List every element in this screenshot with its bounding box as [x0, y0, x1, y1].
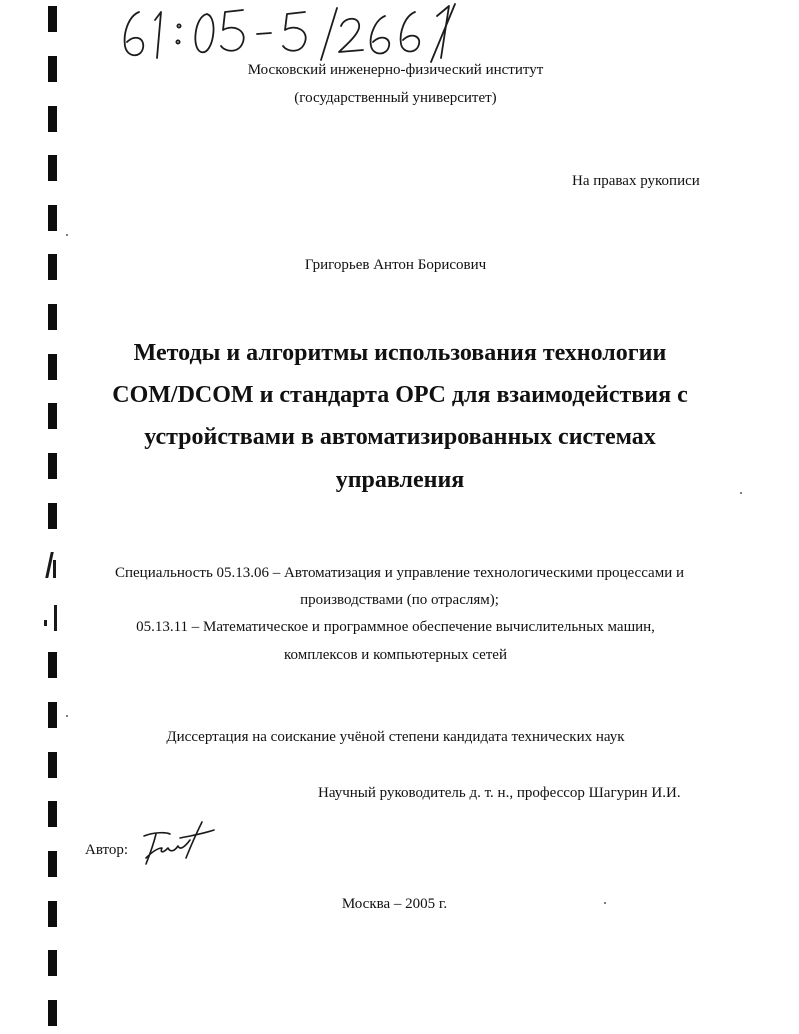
binding-mark	[48, 1000, 57, 1026]
binding-mark	[48, 155, 57, 181]
binding-mark	[48, 752, 57, 778]
scan-speck	[66, 715, 68, 717]
specialty-line: комплексов и компьютерных сетей	[283, 647, 507, 663]
binding-mark	[48, 950, 57, 976]
binding-mark	[48, 453, 57, 479]
supervisor: Научный руководитель д. т. н., профессор Шагурин И.И.	[318, 785, 681, 801]
scan-speck	[740, 492, 742, 494]
handwritten-archive-code	[115, 2, 475, 64]
dissertation-title-line: управления	[335, 467, 465, 493]
dissertation-title-line: COM/DCOM и стандарта OPC для взаимодействия с	[112, 382, 688, 408]
specialty-line: 05.13.11 – Математическое и программное обеспечение вычислительных машин,	[136, 619, 655, 635]
binding-mark	[48, 801, 57, 827]
specialty-line: Специальность 05.13.06 – Автоматизация и управление технологическими процессами и	[114, 565, 685, 581]
author-name: Григорьев Антон Борисович	[304, 257, 487, 273]
dissertation-title-line: устройствами в автоматизированных системах	[144, 424, 656, 450]
dissertation-title-line: Методы и алгоритмы использования технологии	[133, 340, 667, 366]
binding-mark	[48, 702, 57, 728]
binding-mark	[48, 205, 57, 231]
author-signature	[140, 818, 220, 868]
binding-mark	[48, 106, 57, 132]
scan-speck	[604, 902, 606, 904]
binding-mark	[48, 851, 57, 877]
binding-mark	[48, 503, 57, 529]
institution-name: Московский инженерно-физический институт	[247, 62, 544, 78]
specialty-line: производствами (по отраслям);	[300, 592, 499, 608]
dissertation-note: Диссертация на соискание учёной степени кандидата технических наук	[166, 729, 625, 745]
city-year: Москва – 2005 г.	[341, 896, 448, 912]
binding-mark	[48, 6, 57, 32]
binding-mark	[48, 304, 57, 330]
scan-speck	[66, 234, 68, 236]
binding-mark	[48, 403, 57, 429]
manuscript-rights: На правах рукописи	[572, 173, 700, 189]
author-label: Автор:	[85, 842, 129, 858]
institution-status: (государственный университет)	[294, 90, 497, 106]
binding-mark	[48, 354, 57, 380]
